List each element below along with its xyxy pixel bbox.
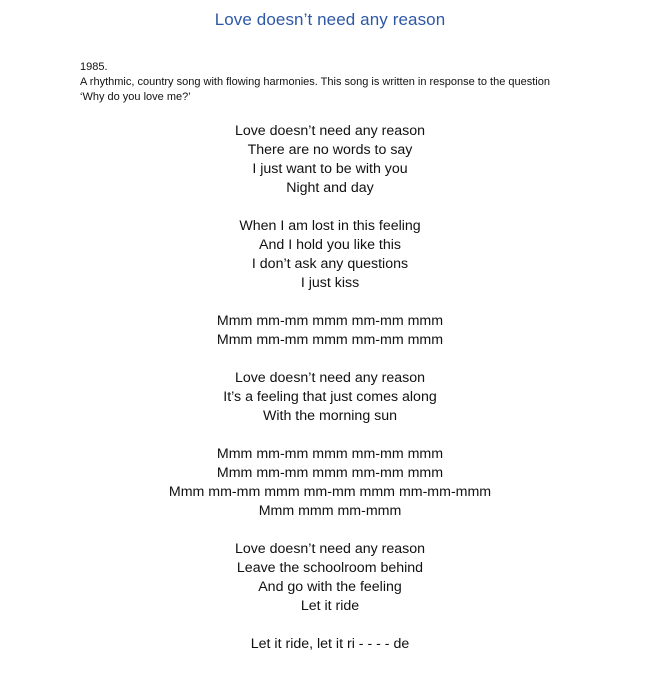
lyric-line: Mmm mm-mm mmm mm-mm mmm <box>216 332 444 348</box>
stanza <box>0 312 660 350</box>
stanza <box>0 217 660 293</box>
lyric-line: Love doesn’t need any reason <box>234 123 426 139</box>
lyric-line: And go with the feeling <box>258 579 402 595</box>
lyric-line: Let it ride, let it ri - - - - de <box>250 636 410 652</box>
lyric-line: Mmm mmm mm-mmm <box>258 503 402 519</box>
lyric-line: I just want to be with you <box>252 161 408 177</box>
lyric-line: Night and day <box>286 180 374 196</box>
lyric-line: There are no words to say <box>247 142 413 158</box>
lyric-line: Let it ride <box>300 598 360 614</box>
lyric-line: Love doesn’t need any reason <box>234 541 426 557</box>
stanza <box>0 122 660 198</box>
stanza <box>0 540 660 616</box>
lyric-line: It’s a feeling that just comes along <box>223 389 437 405</box>
lyric-line: Mmm mm-mm mmm mm-mm mmm <box>216 465 444 481</box>
lyric-line: Mmm mm-mm mmm mm-mm mmm <box>216 313 444 329</box>
song-intro <box>80 60 600 105</box>
stanza <box>0 445 660 521</box>
lyric-line: When I am lost in this feeling <box>239 218 421 234</box>
song-year: 1985. <box>80 61 108 73</box>
stanza <box>0 369 660 426</box>
song-description: A rhythmic, country song with flowing harmonies. This song is written in response to the question <box>80 76 550 88</box>
lyrics <box>0 122 660 673</box>
stanza <box>0 635 660 654</box>
lyric-line: Love doesn’t need any reason <box>234 370 426 386</box>
lyric-line: Mmm mm-mm mmm mm-mm mmm <box>216 446 444 462</box>
page-title: Love doesn’t need any reason <box>214 10 446 29</box>
lyric-line: I just kiss <box>300 275 360 291</box>
song-description-question: ‘Why do you love me?’ <box>80 91 191 103</box>
lyric-line: I don’t ask any questions <box>251 256 409 272</box>
lyric-line: With the morning sun <box>262 408 398 424</box>
lyric-line: Leave the schoolroom behind <box>236 560 424 576</box>
lyric-line: And I hold you like this <box>259 237 401 253</box>
lyric-line: Mmm mm-mm mmm mm-mm mmm mm-mm-mmm <box>168 484 492 500</box>
